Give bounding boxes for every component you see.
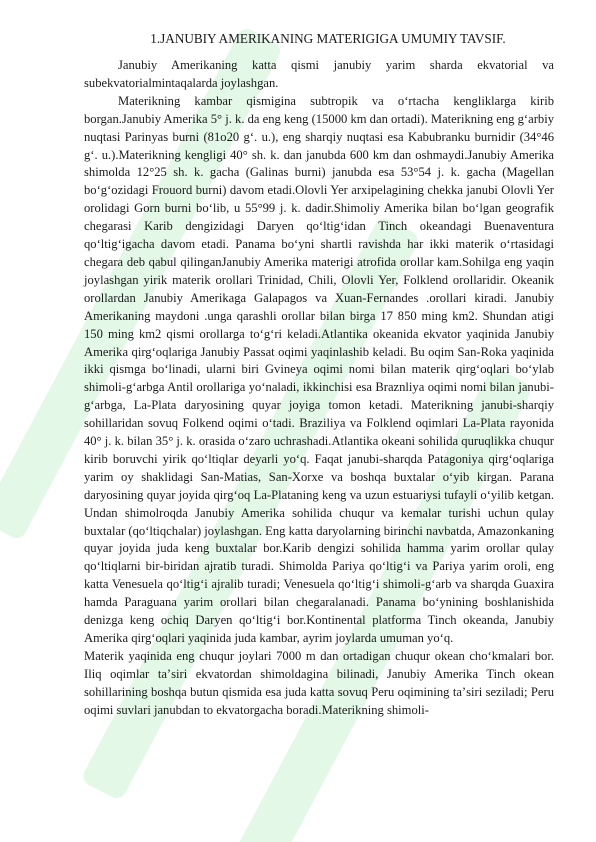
paragraph-intro: Janubiy Amerikaning katta qismi janubiy yarim sharda ekvatorial va subekvatorialmintaqalarda joylashgan.: [84, 58, 554, 90]
document-title: 1.JANUBIY AMERIKANING MATERIGIGA UMUMIY TAVSIF.: [150, 31, 506, 46]
paragraph-main: Materikning kambar qismigina subtropik va oʻrtacha kengliklarga kirib borgan.Janubiy Amerika 5° j. k. da eng keng (15000 km dan ortadi). Materikning eng gʻarbiy nuqtasi Parinyas burni (81o20 gʻ. u.), eng sharqiy nuqtasi esa Kabubranku burnidir (34°46 gʻ. u.).Materikning kengligi 40° sh. k. dan janubda 600 km dan oshmaydi.Janubiy Amerika shimolda 12°25 sh. k. gacha (Galinas burni) janubda esa 53°54 j. k. gacha (Magellan boʻgʻozidagi Frouord burni) davom etadi.Olovli Yer arxipelagining chekka janubi Olovli Yer orolidagi Gorn burni boʻlib, u 55°99 j. k. dadir.Shimoliy Amerika bilan boʻlgan geografik chegarasi Karib dengizidagi Daryen qoʻltigʻidan Tinch okeandagi Buenaventura qoʻltigʻigacha davom etadi. Panama boʻyni shartli ravishda har ikki materik oʻrtasidagi chegara deb qabul qilinganJanubiy Amerika materigi atrofida orollar kam.Sohilga eng yaqin joylashgan yirik materik orollari Trinidad, Chili, Olovli Yer, Folklend orollaridir. Okeanik orollardan Janubiy Amerikaga Galapagos va Xuan-Fernandes .orollari kiradi. Janubiy Amerikaning maydoni .unga qarashli orollar bilan birga 17 850 ming km2. Shundan atigi 150 ming km2 qismi orollarga toʻgʻri keladi.Atlantika okeanida ekvator yaqinida Janubiy Amerika qirgʻoqlariga Janubiy Passat oqimi yaqinlashib keladi. Bu oqim San-Roka yaqinida ikki qismga boʻlinadi, ularni biri Gvineya oqimi nomi bilan materik qirgʻoqlari boʻylab shimoli-gʻarbga Antil orollariga yoʻnaladi, ikkinchisi esa Braznliya oqimi nomi bilan janubi-gʻarbga, La-Plata daryosining quyar joyiga tomon ketadi. Materikning janubi-sharqiy sohillaridan sovuq Folkend oqimi oʻtadi. Braziliya va Folklend oqimlari La-Plata rayonida 40° j. k. bilan 35° j. k. orasida oʻzaro uchrashadi.Atlantika okeani sohilida quruqlikka chuqur kirib boruvchi yirik qoʻltiqlar deyarli yoʻq. Faqat janubi-sharqda Patagoniya qirgʻoqlariga yarim oy shaklidagi San-Matias, San-Xorxe va boshqa buxtalar oʻyib kirgan. Parana daryosining quyar joyida qirgʻoq La-Plataning keng va uzun estuariysi tufayli oʻyilib ketgan. Undan shimolroqda Janubiy Amerika sohilida chuqur va kemalar turishi uchun qulay buxtalar (qoʻltiqchalar) joylashgan. Eng katta daryolarning birinchi navbatda, Amazonkaning quyar joyida juda keng buxtalar bor.Karib dengizi sohilida hamma yarim orollar qulay qoʻltiqlarni bir-biridan ajratib turadi. Shimolda Pariya qoʻltigʻi va Pariya yarim oroli, eng katta Venesuela qoʻltigʻi ajralib turadi; Venesuela qoʻltigʻi shimoli-gʻarb va sharqda Guaxira hamda Paraguana yarim orollari bilan chegaralanadi. Panama boʻynining boshlanishida denizga keng ochiq Daryen qoʻltigʻi bor.Kontinental platforma Tinch okeanda, Janubiy Amerika qirgʻoqlari yaqinida juda kambar, ayrim joylarda umuman yoʻq.: [84, 93, 555, 645]
document-page: [84, 30, 554, 720]
paragraph-ocean: Materik yaqinida eng chuqur joylari 7000 m dan ortadigan chuqur okean choʻkmalari bor. Iliq oqimlar taʼsiri ekvatordan shimoldagina bilinadi, Janubiy Amerika Tinch okean sohillarining boshqa butun qismida esa juda katta sovuq Peru oqimining taʼsiri seziladi; Peru oqimi suvlari janubdan to ekvatorgacha boradi.Materikning shimoli-: [84, 648, 554, 717]
